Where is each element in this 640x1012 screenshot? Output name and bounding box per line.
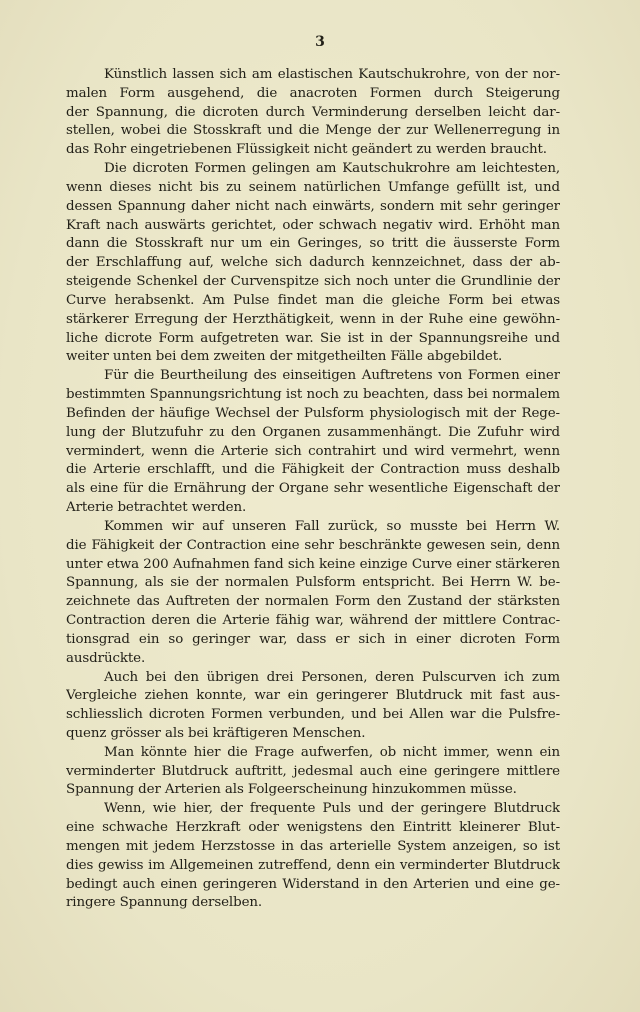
text-line: bestimmten Spannungsrichtung ist noch zu beachten, dass bei normalem	[66, 387, 560, 403]
text-line: das Rohr eingetriebenen Flüssigkeit nicht geändert zu werden braucht.	[66, 142, 547, 158]
text-line: Kraft nach auswärts gerichtet, oder schwach negativ wird. Erhöht man	[66, 217, 560, 233]
text-line: als eine für die Ernährung der Organe sehr wesentliche Eigenschaft der	[66, 481, 560, 497]
body-text	[66, 66, 560, 913]
text-line: unter etwa 200 Aufnahmen fand sich keine einzige Curve einer stärkeren	[66, 556, 560, 572]
text-line: Spannung, als sie der normalen Pulsform entspricht. Bei Herrn W. be-	[66, 575, 560, 591]
paragraph	[66, 800, 560, 913]
paragraph	[66, 518, 560, 669]
text-line: Kommen wir auf unseren Fall zurück, so musste bei Herrn W.	[104, 518, 560, 534]
text-line: stellen, wobei die Stosskraft und die Menge der zur Wellenerregung in	[66, 123, 560, 139]
text-line: wenn dieses nicht bis zu seinem natürlichen Umfange gefüllt ist, und	[66, 179, 560, 195]
text-line: mengen mit jedem Herzstosse in das arterielle System anzeigen, so ist	[66, 838, 560, 854]
text-line: quenz grösser als bei kräftigeren Menschen.	[66, 725, 366, 741]
text-line: stärkerer Erregung der Herzthätigkeit, wenn in der Ruhe eine gewöhn-	[66, 311, 560, 327]
text-line: Man könnte hier die Frage aufwerfen, ob nicht immer, wenn ein	[104, 744, 560, 760]
text-line: Die dicroten Formen gelingen am Kautschukrohre am leichtesten,	[104, 161, 560, 177]
text-line: eine schwache Herzkraft oder wenigstens den Eintritt kleinerer Blut-	[66, 820, 560, 836]
text-line: ringere Spannung derselben.	[66, 895, 263, 911]
text-line: Befinden der häufige Wechsel der Pulsform physiologisch mit der Rege-	[66, 405, 560, 421]
text-line: verminderter Blutdruck auftritt, jedesmal auch eine geringere mittlere	[66, 763, 560, 779]
text-line: bedingt auch einen geringeren Widerstand in den Arterien und eine ge-	[66, 876, 560, 892]
text-line: Contraction deren die Arterie fähig war, während der mittlere Contrac-	[66, 613, 560, 629]
text-line: Künstlich lassen sich am elastischen Kautschukrohre, von der nor-	[104, 67, 560, 82]
text-line: Arterie betrachtet werden.	[66, 500, 247, 516]
text-line: steigende Schenkel der Curvenspitze sich noch unter die Grundlinie der	[66, 274, 560, 290]
text-line: vermindert, wenn die Arterie sich contrahirt und wird vermehrt, wenn	[66, 443, 560, 459]
text-line: die Fähigkeit der Contraction eine sehr beschränkte gewesen sein, denn	[66, 537, 560, 553]
page-number: 3	[315, 34, 325, 50]
text-line: der Erschlaffung auf, welche sich dadurch kennzeichnet, dass der ab-	[66, 255, 560, 271]
text-line: zeichnete das Auftreten der normalen Form den Zustand der stärksten	[66, 594, 560, 610]
paragraph	[66, 744, 560, 800]
text-line: Curve herabsenkt. Am Pulse findet man die gleiche Form bei etwas	[66, 292, 560, 308]
text-line: Auch bei den übrigen drei Personen, deren Pulscurven ich zum	[104, 669, 560, 685]
paragraph	[66, 66, 560, 160]
text-line: die Arterie erschlafft, und die Fähigkeit der Contraction muss deshalb	[66, 462, 560, 478]
text-line: Für die Beurtheilung des einseitigen Auftretens von Formen einer	[104, 368, 560, 384]
text-line: ausdrückte.	[66, 650, 146, 666]
text-line: lung der Blutzufuhr zu den Organen zusammenhängt. Die Zufuhr wird	[66, 424, 560, 440]
paragraph	[66, 367, 560, 518]
text-line: liche dicrote Form aufgetreten war. Sie ist in der Spannungsreihe und	[66, 330, 560, 346]
text-line: dessen Spannung daher nicht nach einwärts, sondern mit sehr geringer	[66, 198, 560, 214]
text-line: dann die Stosskraft nur um ein Geringes, so tritt die äusserste Form	[66, 236, 560, 252]
text-line: Vergleiche ziehen konnte, war ein geringerer Blutdruck mit fast aus-	[66, 688, 560, 704]
text-line: malen Form ausgehend, die anacroten Formen durch Steigerung	[66, 85, 560, 101]
text-line: Spannung der Arterien als Folgeerscheinung hinzukommen müsse.	[66, 782, 517, 798]
paragraph	[66, 669, 560, 744]
text-line: weiter unten bei dem zweiten der mitgetheilten Fälle abgebildet.	[66, 349, 503, 365]
text-line: Wenn, wie hier, der frequente Puls und der geringere Blutdruck	[104, 801, 560, 817]
text-line: tionsgrad ein so geringer war, dass er sich in einer dicroten Form	[66, 631, 560, 647]
text-line: dies gewiss im Allgemeinen zutreffend, denn ein verminderter Blutdruck	[66, 857, 560, 873]
text-line: schliesslich dicroten Formen verbunden, und bei Allen war die Pulsfre-	[66, 707, 560, 723]
text-line: der Spannung, die dicroten durch Verminderung derselben leicht dar-	[66, 104, 560, 120]
paragraph	[66, 160, 560, 367]
